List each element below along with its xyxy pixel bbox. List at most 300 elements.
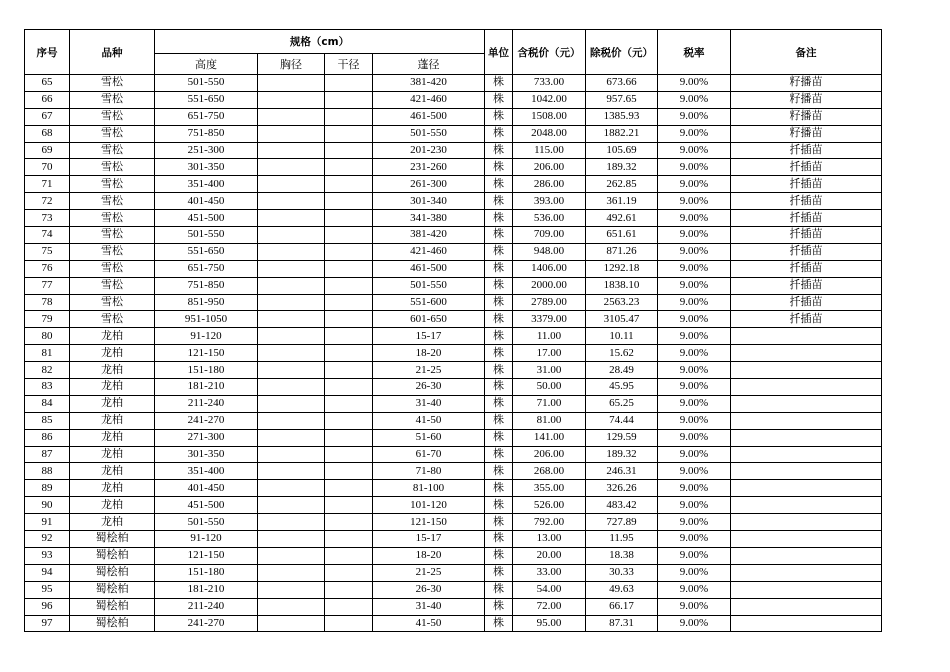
cell-trunk-diameter — [325, 395, 373, 412]
cell-trunk-diameter — [325, 260, 373, 277]
cell-seq: 80 — [25, 328, 70, 345]
cell-unit: 株 — [485, 227, 513, 244]
cell-remark: 扦插苗 — [731, 277, 882, 294]
cell-tax-rate: 9.00% — [658, 91, 731, 108]
cell-tax-rate: 9.00% — [658, 531, 731, 548]
cell-height: 121-150 — [155, 345, 258, 362]
cell-variety: 龙柏 — [70, 514, 155, 531]
cell-remark: 籽播苗 — [731, 125, 882, 142]
cell-crown-diameter: 61-70 — [373, 446, 485, 463]
cell-height: 651-750 — [155, 108, 258, 125]
table-row — [25, 193, 882, 210]
cell-unit: 株 — [485, 581, 513, 598]
cell-remark: 扦插苗 — [731, 260, 882, 277]
cell-variety: 蜀桧柏 — [70, 598, 155, 615]
cell-price-notax: 326.26 — [586, 480, 658, 497]
cell-remark: 扦插苗 — [731, 311, 882, 328]
cell-height: 351-400 — [155, 463, 258, 480]
cell-crown-diameter: 15-17 — [373, 328, 485, 345]
cell-tax-rate: 9.00% — [658, 311, 731, 328]
cell-chest-diameter — [258, 429, 325, 446]
cell-variety: 龙柏 — [70, 362, 155, 379]
cell-trunk-diameter — [325, 277, 373, 294]
cell-price-tax: 206.00 — [513, 446, 586, 463]
cell-chest-diameter — [258, 395, 325, 412]
cell-remark — [731, 362, 882, 379]
cell-price-notax: 492.61 — [586, 210, 658, 227]
cell-height: 751-850 — [155, 277, 258, 294]
cell-seq: 89 — [25, 480, 70, 497]
cell-chest-diameter — [258, 615, 325, 632]
cell-variety: 龙柏 — [70, 328, 155, 345]
cell-price-tax: 2789.00 — [513, 294, 586, 311]
cell-crown-diameter: 501-550 — [373, 277, 485, 294]
cell-chest-diameter — [258, 446, 325, 463]
cell-seq: 79 — [25, 311, 70, 328]
table-body — [25, 75, 882, 632]
cell-tax-rate: 9.00% — [658, 514, 731, 531]
cell-crown-diameter: 21-25 — [373, 564, 485, 581]
cell-seq: 84 — [25, 395, 70, 412]
cell-chest-diameter — [258, 176, 325, 193]
cell-price-notax: 361.19 — [586, 193, 658, 210]
cell-chest-diameter — [258, 91, 325, 108]
cell-height: 151-180 — [155, 362, 258, 379]
cell-price-tax: 17.00 — [513, 345, 586, 362]
cell-variety: 蜀桧柏 — [70, 531, 155, 548]
cell-tax-rate: 9.00% — [658, 463, 731, 480]
col-remark-header: 备注 — [731, 30, 882, 75]
cell-seq: 69 — [25, 142, 70, 159]
cell-crown-diameter: 421-460 — [373, 243, 485, 260]
cell-chest-diameter — [258, 159, 325, 176]
cell-trunk-diameter — [325, 531, 373, 548]
cell-unit: 株 — [485, 480, 513, 497]
table-row — [25, 412, 882, 429]
cell-tax-rate: 9.00% — [658, 176, 731, 193]
cell-unit: 株 — [485, 311, 513, 328]
cell-crown-diameter: 461-500 — [373, 260, 485, 277]
cell-variety: 龙柏 — [70, 446, 155, 463]
table-row — [25, 345, 882, 362]
cell-variety: 雪松 — [70, 142, 155, 159]
table-row — [25, 91, 882, 108]
cell-seq: 90 — [25, 497, 70, 514]
cell-trunk-diameter — [325, 243, 373, 260]
table-row — [25, 227, 882, 244]
cell-seq: 72 — [25, 193, 70, 210]
cell-remark — [731, 480, 882, 497]
cell-seq: 87 — [25, 446, 70, 463]
cell-crown-diameter: 201-230 — [373, 142, 485, 159]
cell-chest-diameter — [258, 210, 325, 227]
cell-height: 301-350 — [155, 159, 258, 176]
table-row — [25, 176, 882, 193]
cell-height: 301-350 — [155, 446, 258, 463]
cell-price-notax: 727.89 — [586, 514, 658, 531]
cell-price-notax: 65.25 — [586, 395, 658, 412]
cell-crown-diameter: 81-100 — [373, 480, 485, 497]
cell-height: 401-450 — [155, 480, 258, 497]
cell-seq: 75 — [25, 243, 70, 260]
cell-trunk-diameter — [325, 497, 373, 514]
cell-tax-rate: 9.00% — [658, 497, 731, 514]
cell-tax-rate: 9.00% — [658, 564, 731, 581]
cell-price-tax: 393.00 — [513, 193, 586, 210]
cell-remark — [731, 514, 882, 531]
table-row — [25, 497, 882, 514]
table-row — [25, 210, 882, 227]
cell-unit: 株 — [485, 328, 513, 345]
cell-remark — [731, 615, 882, 632]
cell-unit: 株 — [485, 260, 513, 277]
col-variety-header: 品种 — [70, 30, 155, 75]
cell-crown-diameter: 101-120 — [373, 497, 485, 514]
cell-crown-diameter: 41-50 — [373, 615, 485, 632]
cell-remark: 扦插苗 — [731, 159, 882, 176]
cell-chest-diameter — [258, 514, 325, 531]
cell-price-tax: 948.00 — [513, 243, 586, 260]
cell-chest-diameter — [258, 581, 325, 598]
cell-price-notax: 3105.47 — [586, 311, 658, 328]
cell-remark: 扦插苗 — [731, 227, 882, 244]
cell-seq: 71 — [25, 176, 70, 193]
cell-tax-rate: 9.00% — [658, 395, 731, 412]
col-tax-rate-header: 税率 — [658, 30, 731, 75]
cell-crown-diameter: 31-40 — [373, 395, 485, 412]
cell-price-notax: 2563.23 — [586, 294, 658, 311]
cell-chest-diameter — [258, 531, 325, 548]
cell-tax-rate: 9.00% — [658, 345, 731, 362]
cell-unit: 株 — [485, 193, 513, 210]
cell-trunk-diameter — [325, 564, 373, 581]
cell-chest-diameter — [258, 243, 325, 260]
cell-variety: 雪松 — [70, 210, 155, 227]
table-row — [25, 125, 882, 142]
cell-price-tax: 13.00 — [513, 531, 586, 548]
cell-unit: 株 — [485, 531, 513, 548]
cell-crown-diameter: 301-340 — [373, 193, 485, 210]
cell-variety: 龙柏 — [70, 480, 155, 497]
cell-chest-diameter — [258, 598, 325, 615]
cell-unit: 株 — [485, 564, 513, 581]
cell-price-tax: 792.00 — [513, 514, 586, 531]
cell-price-notax: 10.11 — [586, 328, 658, 345]
cell-price-notax: 673.66 — [586, 75, 658, 92]
cell-price-notax: 18.38 — [586, 547, 658, 564]
cell-crown-diameter: 71-80 — [373, 463, 485, 480]
cell-unit: 株 — [485, 429, 513, 446]
cell-crown-diameter: 341-380 — [373, 210, 485, 227]
cell-crown-diameter: 381-420 — [373, 75, 485, 92]
cell-unit: 株 — [485, 277, 513, 294]
cell-tax-rate: 9.00% — [658, 429, 731, 446]
cell-variety: 雪松 — [70, 108, 155, 125]
cell-crown-diameter: 121-150 — [373, 514, 485, 531]
cell-crown-diameter: 381-420 — [373, 227, 485, 244]
cell-variety: 雪松 — [70, 277, 155, 294]
cell-chest-diameter — [258, 345, 325, 362]
cell-trunk-diameter — [325, 125, 373, 142]
cell-variety: 龙柏 — [70, 395, 155, 412]
cell-tax-rate: 9.00% — [658, 210, 731, 227]
cell-chest-diameter — [258, 227, 325, 244]
cell-remark — [731, 446, 882, 463]
cell-tax-rate: 9.00% — [658, 108, 731, 125]
cell-tax-rate: 9.00% — [658, 75, 731, 92]
cell-crown-diameter: 51-60 — [373, 429, 485, 446]
cell-seq: 86 — [25, 429, 70, 446]
cell-trunk-diameter — [325, 429, 373, 446]
cell-chest-diameter — [258, 480, 325, 497]
cell-trunk-diameter — [325, 615, 373, 632]
cell-price-notax: 49.63 — [586, 581, 658, 598]
cell-variety: 雪松 — [70, 193, 155, 210]
cell-tax-rate: 9.00% — [658, 412, 731, 429]
cell-tax-rate: 9.00% — [658, 277, 731, 294]
cell-chest-diameter — [258, 125, 325, 142]
cell-price-notax: 483.42 — [586, 497, 658, 514]
cell-chest-diameter — [258, 193, 325, 210]
cell-seq: 85 — [25, 412, 70, 429]
cell-crown-diameter: 26-30 — [373, 581, 485, 598]
cell-price-tax: 31.00 — [513, 362, 586, 379]
cell-unit: 株 — [485, 210, 513, 227]
cell-seq: 83 — [25, 379, 70, 396]
cell-unit: 株 — [485, 446, 513, 463]
cell-remark — [731, 395, 882, 412]
cell-chest-diameter — [258, 75, 325, 92]
cell-remark: 籽播苗 — [731, 75, 882, 92]
cell-remark: 扦插苗 — [731, 243, 882, 260]
cell-unit: 株 — [485, 497, 513, 514]
cell-seq: 82 — [25, 362, 70, 379]
cell-unit: 株 — [485, 412, 513, 429]
table-row — [25, 446, 882, 463]
cell-unit: 株 — [485, 547, 513, 564]
cell-price-tax: 268.00 — [513, 463, 586, 480]
table-row — [25, 531, 882, 548]
cell-trunk-diameter — [325, 581, 373, 598]
cell-variety: 龙柏 — [70, 345, 155, 362]
cell-variety: 蜀桧柏 — [70, 564, 155, 581]
cell-remark — [731, 345, 882, 362]
cell-height: 91-120 — [155, 531, 258, 548]
cell-crown-diameter: 231-260 — [373, 159, 485, 176]
table-row — [25, 598, 882, 615]
table-row — [25, 581, 882, 598]
cell-price-tax: 286.00 — [513, 176, 586, 193]
cell-trunk-diameter — [325, 362, 373, 379]
cell-remark — [731, 564, 882, 581]
cell-crown-diameter: 261-300 — [373, 176, 485, 193]
cell-seq: 77 — [25, 277, 70, 294]
cell-chest-diameter — [258, 362, 325, 379]
table-row — [25, 294, 882, 311]
cell-seq: 67 — [25, 108, 70, 125]
cell-unit: 株 — [485, 159, 513, 176]
cell-variety: 雪松 — [70, 243, 155, 260]
cell-variety: 龙柏 — [70, 429, 155, 446]
cell-seq: 96 — [25, 598, 70, 615]
cell-price-notax: 66.17 — [586, 598, 658, 615]
cell-unit: 株 — [485, 514, 513, 531]
cell-chest-diameter — [258, 260, 325, 277]
table-row — [25, 379, 882, 396]
cell-price-notax: 74.44 — [586, 412, 658, 429]
col-chest-header: 胸径 — [258, 54, 325, 75]
col-price-tax-header: 含税价（元） — [513, 30, 586, 75]
cell-seq: 95 — [25, 581, 70, 598]
cell-height: 651-750 — [155, 260, 258, 277]
cell-crown-diameter: 18-20 — [373, 547, 485, 564]
cell-height: 211-240 — [155, 395, 258, 412]
cell-crown-diameter: 461-500 — [373, 108, 485, 125]
table-row — [25, 142, 882, 159]
price-table — [24, 29, 882, 632]
cell-price-notax: 262.85 — [586, 176, 658, 193]
cell-unit: 株 — [485, 142, 513, 159]
cell-price-notax: 30.33 — [586, 564, 658, 581]
cell-variety: 龙柏 — [70, 379, 155, 396]
cell-trunk-diameter — [325, 412, 373, 429]
cell-price-tax: 71.00 — [513, 395, 586, 412]
cell-tax-rate: 9.00% — [658, 125, 731, 142]
cell-height: 851-950 — [155, 294, 258, 311]
cell-remark — [731, 429, 882, 446]
cell-seq: 76 — [25, 260, 70, 277]
cell-remark — [731, 463, 882, 480]
cell-chest-diameter — [258, 379, 325, 396]
cell-price-tax: 115.00 — [513, 142, 586, 159]
cell-price-tax: 141.00 — [513, 429, 586, 446]
col-crown-header: 蓬径 — [373, 54, 485, 75]
cell-price-tax: 536.00 — [513, 210, 586, 227]
cell-price-tax: 709.00 — [513, 227, 586, 244]
cell-crown-diameter: 601-650 — [373, 311, 485, 328]
cell-seq: 73 — [25, 210, 70, 227]
cell-variety: 雪松 — [70, 91, 155, 108]
table-row — [25, 615, 882, 632]
cell-remark — [731, 497, 882, 514]
cell-trunk-diameter — [325, 446, 373, 463]
cell-variety: 雪松 — [70, 227, 155, 244]
cell-seq: 94 — [25, 564, 70, 581]
cell-height: 91-120 — [155, 328, 258, 345]
cell-trunk-diameter — [325, 108, 373, 125]
cell-remark: 籽播苗 — [731, 91, 882, 108]
cell-remark — [731, 547, 882, 564]
cell-variety: 雪松 — [70, 125, 155, 142]
cell-height: 151-180 — [155, 564, 258, 581]
cell-trunk-diameter — [325, 91, 373, 108]
table-row — [25, 108, 882, 125]
cell-trunk-diameter — [325, 227, 373, 244]
cell-crown-diameter: 421-460 — [373, 91, 485, 108]
cell-price-tax: 526.00 — [513, 497, 586, 514]
cell-crown-diameter: 15-17 — [373, 531, 485, 548]
cell-crown-diameter: 18-20 — [373, 345, 485, 362]
cell-seq: 93 — [25, 547, 70, 564]
col-height-header: 高度 — [155, 54, 258, 75]
cell-trunk-diameter — [325, 75, 373, 92]
cell-variety: 雪松 — [70, 294, 155, 311]
cell-unit: 株 — [485, 463, 513, 480]
cell-height: 181-210 — [155, 581, 258, 598]
cell-price-tax: 733.00 — [513, 75, 586, 92]
cell-chest-diameter — [258, 294, 325, 311]
cell-variety: 蜀桧柏 — [70, 547, 155, 564]
cell-seq: 92 — [25, 531, 70, 548]
table-row — [25, 429, 882, 446]
cell-variety: 雪松 — [70, 176, 155, 193]
cell-crown-diameter: 31-40 — [373, 598, 485, 615]
cell-variety: 蜀桧柏 — [70, 615, 155, 632]
cell-price-tax: 1042.00 — [513, 91, 586, 108]
cell-chest-diameter — [258, 311, 325, 328]
cell-trunk-diameter — [325, 159, 373, 176]
cell-price-tax: 2000.00 — [513, 277, 586, 294]
cell-variety: 蜀桧柏 — [70, 581, 155, 598]
cell-remark: 扦插苗 — [731, 294, 882, 311]
cell-seq: 70 — [25, 159, 70, 176]
cell-crown-diameter: 21-25 — [373, 362, 485, 379]
cell-price-tax: 1406.00 — [513, 260, 586, 277]
cell-price-notax: 957.65 — [586, 91, 658, 108]
cell-variety: 雪松 — [70, 260, 155, 277]
cell-tax-rate: 9.00% — [658, 260, 731, 277]
cell-crown-diameter: 41-50 — [373, 412, 485, 429]
cell-price-tax: 81.00 — [513, 412, 586, 429]
cell-height: 211-240 — [155, 598, 258, 615]
cell-trunk-diameter — [325, 294, 373, 311]
cell-trunk-diameter — [325, 480, 373, 497]
cell-height: 501-550 — [155, 227, 258, 244]
cell-height: 241-270 — [155, 615, 258, 632]
cell-unit: 株 — [485, 615, 513, 632]
cell-price-tax: 355.00 — [513, 480, 586, 497]
cell-price-tax: 11.00 — [513, 328, 586, 345]
cell-variety: 龙柏 — [70, 463, 155, 480]
cell-price-notax: 1838.10 — [586, 277, 658, 294]
cell-chest-diameter — [258, 463, 325, 480]
cell-tax-rate: 9.00% — [658, 446, 731, 463]
cell-chest-diameter — [258, 142, 325, 159]
table-row — [25, 514, 882, 531]
cell-price-notax: 1292.18 — [586, 260, 658, 277]
cell-height: 551-650 — [155, 91, 258, 108]
cell-seq: 81 — [25, 345, 70, 362]
cell-tax-rate: 9.00% — [658, 379, 731, 396]
cell-seq: 78 — [25, 294, 70, 311]
cell-tax-rate: 9.00% — [658, 328, 731, 345]
cell-trunk-diameter — [325, 328, 373, 345]
cell-trunk-diameter — [325, 142, 373, 159]
table-row — [25, 243, 882, 260]
cell-price-tax: 95.00 — [513, 615, 586, 632]
cell-unit: 株 — [485, 176, 513, 193]
cell-trunk-diameter — [325, 463, 373, 480]
cell-tax-rate: 9.00% — [658, 547, 731, 564]
table-row — [25, 328, 882, 345]
cell-height: 501-550 — [155, 514, 258, 531]
cell-price-tax: 72.00 — [513, 598, 586, 615]
cell-seq: 97 — [25, 615, 70, 632]
cell-height: 451-500 — [155, 210, 258, 227]
cell-price-notax: 189.32 — [586, 446, 658, 463]
cell-seq: 65 — [25, 75, 70, 92]
cell-price-notax: 15.62 — [586, 345, 658, 362]
